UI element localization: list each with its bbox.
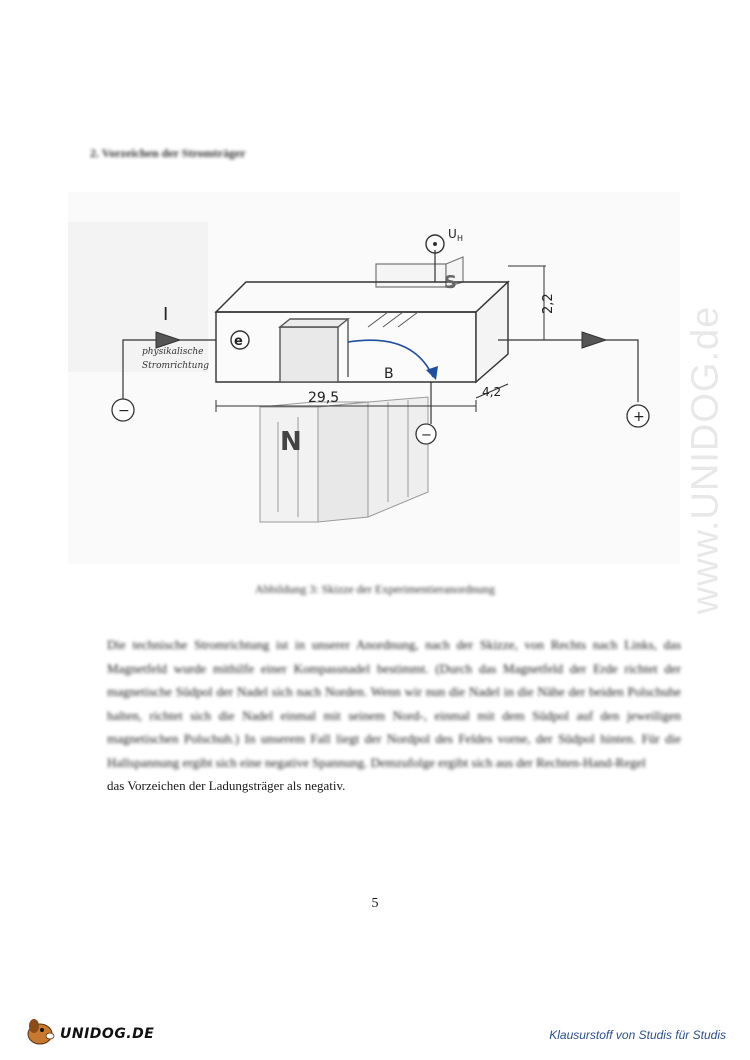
watermark: www.UNIDOG.de (684, 305, 727, 615)
minus-hall-label: − (421, 428, 432, 443)
sketch-drawing (68, 192, 680, 564)
hall-voltage-dot-icon (433, 242, 437, 246)
footer-logo[interactable] (20, 1012, 180, 1048)
north-pole-label: N (280, 427, 302, 457)
paragraph-blurred-text: Die technische Stromrichtung ist in unserer Anordnung, nach der Skizze, von Rechts nach Links, das Magnetfeld wurde mithilfe einer Kompassnadel bestimmt. (Durch das Magnetfeld der Erde richtet der magnetische Südpol der Nadel sich nach Norden. Wenn wir nun die Nadel in die Nähe der beiden Polschuhe halten, richtet sich die Nadel einmal mit seinem Nord-, einmal mit dem Südpol auf den jeweiligen magnetischen Polschuh.) In unserem Fall liegt der Nordpol des Feldes vorne, der Südpol hinten. Für die Hallspannung ergibt sich eine negative Spannung. Demzufolge ergibt sich aus der Rechten-Hand-Regel (107, 637, 681, 770)
figure-caption: Abbildung 3: Skizze der Experimentieranordnung (255, 582, 495, 596)
footer-tagline: Klausurstoff von Studis für Studis (549, 1028, 726, 1042)
body-paragraph (107, 633, 681, 798)
depth-label: 4,2 (482, 385, 502, 399)
height-label: 2,2 (541, 293, 556, 314)
minus-left-label: − (118, 403, 130, 419)
length-label: 29,5 (308, 390, 340, 406)
page-number: 5 (371, 896, 379, 911)
current-label: I (163, 304, 169, 325)
field-label: B (384, 366, 394, 382)
section-heading: 2. Vorzeichen der Stromträger (90, 146, 246, 160)
south-pole-label: S (444, 272, 457, 293)
hall-voltage-label: U (448, 227, 457, 241)
experiment-sketch (68, 192, 680, 564)
direction-label-line1: physikalische (142, 347, 204, 357)
dog-mascot-icon (20, 1012, 60, 1048)
paragraph-last-line: das Vorzeichen der Ladungsträger als negativ. (107, 778, 346, 793)
hall-voltage-sub-label: H (457, 234, 464, 243)
footer-brand: UNIDOG.DE (60, 1026, 155, 1042)
plus-right-label: + (633, 409, 645, 425)
electron-label: e (234, 334, 243, 349)
direction-label-line2: Stromrichtung (142, 361, 210, 371)
